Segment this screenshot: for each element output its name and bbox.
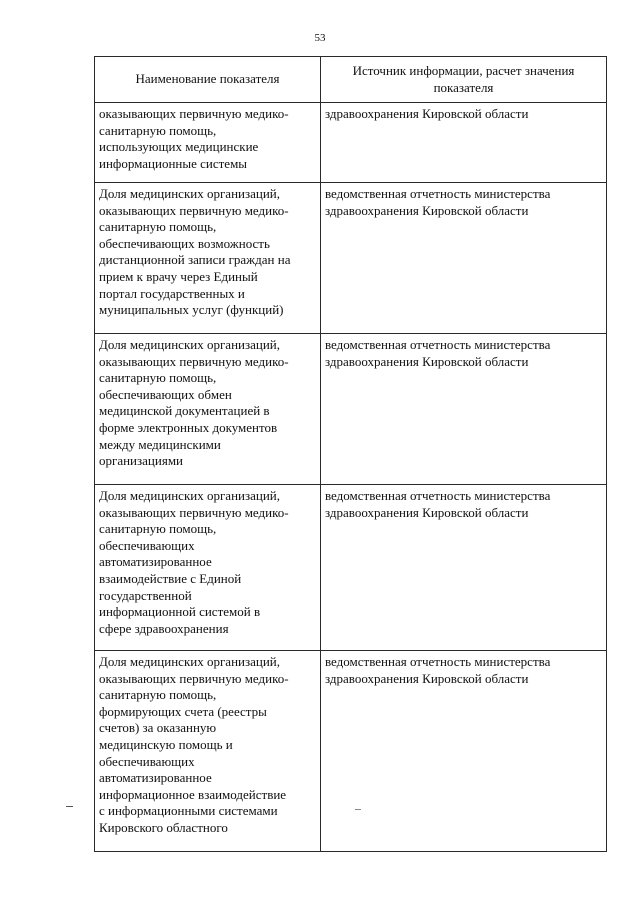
indicator-cell	[95, 183, 321, 334]
indicator-table	[94, 56, 607, 852]
source-cell	[321, 334, 607, 485]
table-row	[95, 651, 607, 852]
margin-dash-mark	[66, 806, 73, 807]
indicator-cell	[95, 334, 321, 485]
indicator-cell	[95, 103, 321, 183]
source-cell	[321, 485, 607, 651]
source-text: ведомственная отчетность министерства здравоохранения Кировской области	[325, 654, 551, 686]
indicator-text: Доля медицинских организаций, оказывающих первичную медико- санитарную помощь, обеспечивающих автоматизированное взаимодействие с Единой государственной информационной системой в сфере здравоохранения	[99, 488, 289, 636]
source-text: ведомственная отчетность министерства здравоохранения Кировской области	[325, 488, 551, 520]
source-text: здравоохранения Кировской области	[325, 106, 529, 121]
indicator-text: Доля медицинских организаций, оказывающих первичную медико- санитарную помощь, формирующих счета (реестры счетов) за оказанную медицинскую помощь и обеспечивающих автоматизированное информационное взаимодействие с информационными системами Кировского областного	[99, 654, 289, 835]
source-text: ведомственная отчетность министерства здравоохранения Кировской области	[325, 186, 551, 218]
table-row	[95, 103, 607, 183]
scan-dash-mark	[355, 809, 361, 810]
indicator-text: Доля медицинских организаций, оказывающих первичную медико- санитарную помощь, обеспечивающих возможность дистанционной записи граждан на прием к врачу через Единый портал государственных и муниципальных услуг (функций)	[99, 186, 291, 318]
header-indicator-label: Наименование показателя	[135, 71, 280, 87]
source-cell	[321, 183, 607, 334]
source-cell	[321, 651, 607, 852]
source-text: ведомственная отчетность министерства здравоохранения Кировской области	[325, 337, 551, 369]
indicator-text: оказывающих первичную медико- санитарную помощь, использующих медицинские информационные системы	[99, 106, 289, 171]
header-source	[321, 57, 607, 103]
indicator-text: Доля медицинских организаций, оказывающих первичную медико- санитарную помощь, обеспечивающих обмен медицинской документацией в форме электронных документов между медицинскими организациями	[99, 337, 289, 469]
table-row	[95, 485, 607, 651]
header-source-label: Источник информации, расчет значения показателя	[352, 62, 575, 95]
header-indicator-name	[95, 57, 321, 103]
source-cell	[321, 103, 607, 183]
indicator-cell	[95, 651, 321, 852]
table-header-row	[95, 57, 607, 103]
indicator-cell	[95, 485, 321, 651]
table-row	[95, 183, 607, 334]
page-number: 53	[314, 32, 326, 44]
table-row	[95, 334, 607, 485]
